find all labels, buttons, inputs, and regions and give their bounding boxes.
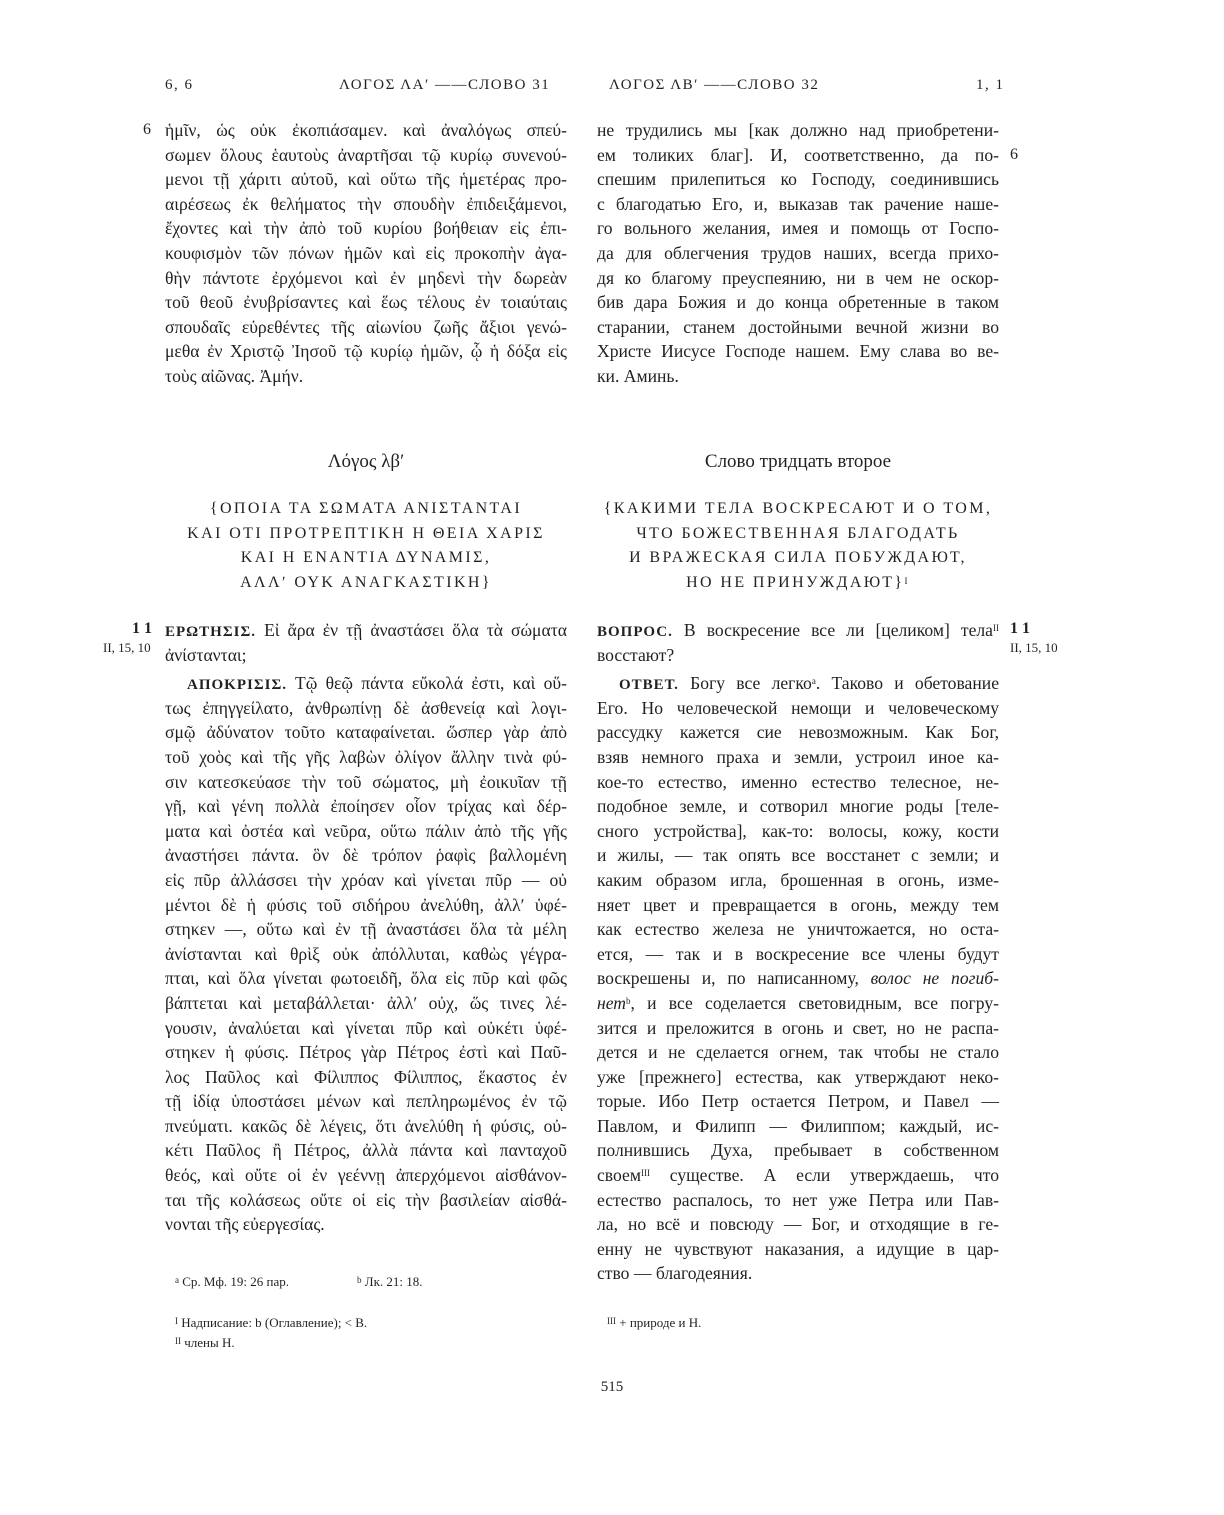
text-line: τοῦ θεοῦ ἐνυβρίσαντες καὶ ἕως τέλους ἐν τοιαύταις xyxy=(165,292,567,313)
footnote-mark: b xyxy=(357,1275,362,1285)
text-line: σπουδαῖς εὑρεθέντες τῆς αἰωνίου ζωῆς ἄξιοι γενώ- xyxy=(165,316,567,337)
footnote-mark: III xyxy=(607,1316,616,1326)
text-line: τῇ ἰδίᾳ ὑποστάσει μένων καὶ πεπληρωμένος ἐν τῷ xyxy=(165,1091,567,1112)
footnote-ref-III: III xyxy=(640,1168,650,1179)
text-line: Христе Иисусе Господе нашем. Ему слава во ве- xyxy=(597,341,999,362)
footnote-ref-b: b xyxy=(626,995,631,1006)
text-line xyxy=(597,991,999,1016)
text-line: θεός, καὶ οὔτε οἱ ἐν γεέννῃ ἀπερχόμενοι αἰσθάνον- xyxy=(165,1165,567,1186)
text-line: уже [прежнего] естества, как утверждают неко- xyxy=(597,1066,999,1087)
footnote-text: Ср. Мф. 19: 26 пар. xyxy=(179,1274,289,1289)
footnote-text: Лк. 21: 18. xyxy=(361,1274,423,1289)
subtitle-line: {КАКИМИ ТЕЛА ВОСКРЕСАЮТ И О ТОМ, xyxy=(603,500,993,517)
text-line: ἀνίστανται καὶ θρὶξ οὐκ ἀπόλλυται, καθὼς γέγρα- xyxy=(165,943,567,964)
subtitle-line xyxy=(597,571,999,596)
text-line: как естество железа не уничтожается, но оста- xyxy=(597,919,999,940)
text-line xyxy=(597,618,999,643)
text-line: дя ко благому преуспеянию, ни в чем не оскор- xyxy=(597,267,999,288)
footnote-mark: I xyxy=(175,1316,178,1326)
text-line: ἀνίστανται; xyxy=(165,644,247,665)
text-line: няет цвет и превращается в огонь, между тем xyxy=(597,894,999,915)
text-line: εἰς πῦρ ἀλλάσσει τὴν χρόαν καὶ γίνεται πῦρ — οὐ xyxy=(165,869,567,890)
text-line: νονται τῆς εὐεργεσίας. xyxy=(165,1214,325,1235)
margin-verse-number-right: 6 xyxy=(1010,146,1018,163)
text-line: ἡμῖν, ὡς οὐκ ἐκοπιάσαμεν. καὶ ἀναλόγως σπεύ- xyxy=(165,120,567,140)
italic-quotation: волос не погиб- xyxy=(870,968,999,989)
text-line: рассудку кажется сие невозможным. Как Бог, xyxy=(597,722,999,743)
text-line xyxy=(597,671,999,696)
text-line: с благодатью Его, и, выказав так рачение наше- xyxy=(597,193,999,214)
text-line: го вольного желания, имея и помощь от Госпо- xyxy=(597,218,999,239)
footnote-critical-III xyxy=(607,1313,701,1333)
footnote-ref-II: II xyxy=(993,623,999,633)
footnote-text: члены H. xyxy=(181,1335,235,1350)
text-line: στηκεν —, οὕτω καὶ ἐν τῇ ἀναστάσει ὅλα τὰ μέλη xyxy=(165,919,567,940)
text-line: восстают? xyxy=(597,644,675,665)
text-span: Богу все легко xyxy=(678,673,812,694)
footnote-critical-I xyxy=(175,1313,367,1333)
text-line: μέντοι δὲ ἡ φύσις τοῦ σιδήρου ἀνελύθη, ἀλλʹ ὑφέ- xyxy=(165,894,567,915)
text-line: да для облегчения трудов наших, всегда прихо- xyxy=(597,242,999,263)
text-line: βάπτεται καὶ μεταβάλλεται· ἀλλʹ οὐχ, ὥς τινες λέ- xyxy=(165,992,567,1013)
text-line: зится и преложится в огонь и свет, но не распа- xyxy=(597,1017,999,1038)
text-line: кое-то естество, именно естество телесное, не- xyxy=(597,771,999,792)
header-right-reference: 1, 1 xyxy=(976,77,1005,93)
footnote-mark: II xyxy=(175,1336,181,1346)
greek-chapter-subtitle xyxy=(165,497,567,595)
text-line: μεθα ἐν Χριστῷ Ἰησοῦ τῷ κυρίῳ ἡμῶν, ᾧ ἡ δόξα εἰς xyxy=(165,341,567,362)
subtitle-line: И ВРАЖЕСКАЯ СИЛА ПОБУЖДАЮТ, xyxy=(629,549,967,567)
text-line: взяв немного праха и земли, устроил иное ка- xyxy=(597,746,999,767)
text-line: τως ἐπηγγείλατο, ἀνθρωπίνῃ δὲ ἀσθενείᾳ καὶ λογι- xyxy=(165,697,567,718)
footnote-text: Надписание: b (Оглавление); < B. xyxy=(178,1315,368,1330)
footnote-critical-II xyxy=(175,1333,235,1353)
greek-chapter-title: Λόγος λβʹ xyxy=(327,451,405,472)
text-line: каким образом игла, брошенная в огонь, изме- xyxy=(597,869,999,890)
text-line: αιρέσεως ἐκ θελήματος τὴν σπουδὴν ἐπιδειξάμενοι, xyxy=(165,193,567,214)
text-line: ла, но всё и повсюду — Бог, и отходящие в ге- xyxy=(597,1214,999,1235)
text-line: τοὺς αἰῶνας. Ἀμήν. xyxy=(165,365,304,386)
text-line: κέτι Παῦλος ἢ Πέτρος, ἀλλὰ πάντα καὶ πανταχοῦ xyxy=(165,1140,567,1161)
text-span: Τῷ θεῷ πάντα εὔκολά ἐστι, καὶ οὕ- xyxy=(287,673,567,694)
text-line: στηκεν ἡ φύσις. Πέτρος γὰρ Πέτρος ἐστὶ καὶ Παῦ- xyxy=(165,1042,567,1063)
text-line: подобное земле, и сотворил многие роды [теле- xyxy=(597,796,999,817)
russian-chapter-subtitle xyxy=(597,497,999,595)
question-label: ΕΡΩΤΗΣΙΣ. xyxy=(165,624,257,640)
text-line: σωμεν ὅλους ἑαυτοὺς ἀναρτῆσαι τῷ κυρίῳ συνενού- xyxy=(165,144,567,165)
text-span: воскрешены и, по написанному, xyxy=(597,968,871,989)
text-line xyxy=(165,671,567,696)
subtitle-line: ΚΑΙ Η ΕΝΑΝΤΙΑ ΔΥΝΑΜΙΣ, xyxy=(240,549,492,567)
footnote-biblical-b xyxy=(357,1272,423,1292)
text-span: существе. А если утверждаешь, что xyxy=(649,1165,999,1186)
text-span: , и все соделается световидным, все погру- xyxy=(630,992,999,1013)
footnote-ref-I: I xyxy=(904,575,910,586)
subtitle-line: ЧТО БОЖЕСТВЕННАЯ БЛАГОДАТЬ xyxy=(636,524,960,542)
russian-text-main xyxy=(597,618,999,1286)
text-line: сного устройства], как-то: волосы, кожу, кости xyxy=(597,820,999,841)
text-line: ется, — так и в воскресение все члены будут xyxy=(597,943,999,964)
header-right-title: ΛΟΓΟΣ ΛΒʹ ——СЛОВО 32 xyxy=(609,77,820,93)
text-line xyxy=(165,618,567,643)
text-line: πται, καὶ ὅλα γίνεται φωτοειδῆ, ὅλα εἰς πῦρ καὶ φῶς xyxy=(165,968,567,989)
margin-chapter-verse-right: 1 1 xyxy=(1010,620,1030,637)
footnote-ref-a: a xyxy=(811,676,816,687)
text-line: енну не чувствуют наказания, а идущие в цар- xyxy=(597,1238,999,1259)
margin-chapter-verse-left: 1 1 xyxy=(132,620,152,637)
footnote-mark: a xyxy=(175,1275,179,1285)
text-span: . Таково и обетование xyxy=(815,673,1000,694)
header-left-title: ΛΟΓΟΣ ΛΑʹ ——СЛОВО 31 xyxy=(339,77,551,93)
subtitle-line-text: НО НЕ ПРИНУЖДАЮТ} xyxy=(686,573,905,591)
italic-quotation: нет xyxy=(597,992,627,1013)
margin-verse-number-left: 6 xyxy=(143,121,151,138)
margin-cross-reference-left: II, 15, 10 xyxy=(103,640,151,655)
text-line: естество распалось, то нет уже Петра или Пав- xyxy=(597,1189,999,1210)
text-line: θὴν πάντοτε ἐρχόμενοι καὶ ἐν μηδενὶ τὴν δωρεὰν xyxy=(165,267,567,288)
text-line: λος Παῦλος καὶ Φίλιππος Φίλιππος, ἕκαστος ἐν xyxy=(165,1066,567,1087)
subtitle-line: ΚΑΙ ΟΤΙ ΠΡΟΤΡΕΠΤΙΚΗ Η ΘΕΙΑ ΧΑΡΙΣ xyxy=(187,524,545,542)
answer-label: ΑΠΟΚΡΙΣΙΣ. xyxy=(187,677,288,694)
text-line xyxy=(597,1163,999,1188)
text-line: Павлом, и Филипп — Филиппом; каждый, ис- xyxy=(597,1115,999,1136)
text-line: дется и не сделается огнем, так чтобы не стало xyxy=(597,1042,999,1063)
russian-text-top xyxy=(597,118,999,389)
text-line: γῇ, καὶ γένη πολλὰ ἐποίησεν οἷον τρίχας καὶ δέρ- xyxy=(165,796,567,817)
text-line: πνεύματι. κακῶς δὲ λέγεις, ὅτι ἀνελύθη ἡ φύσις, οὐ- xyxy=(165,1115,567,1136)
text-line: γουσιν, ἀναλύεται καὶ γίνεται πῦρ καὶ οὐκέτι ὑφέ- xyxy=(165,1017,567,1038)
subtitle-line: {ΟΠΟΙΑ ΤΑ ΣΩΜΑΤΑ ΑΝΙΣΤΑΝΤΑΙ xyxy=(209,500,523,517)
text-line: ство — благодеяния. xyxy=(597,1263,753,1284)
text-line: ем толиких благ]. И, соответственно, да по- xyxy=(597,144,999,165)
header-left-reference: 6, 6 xyxy=(165,77,194,93)
text-line: не трудились мы [как должно над приобретени- xyxy=(597,120,999,140)
text-line: и жилы, — так опять все восстанет с земли; и xyxy=(597,845,999,866)
text-line: κουφισμὸν τῶν πόνων ἡμῶν καὶ εἰς προκοπὴν ἀγα- xyxy=(165,242,567,263)
text-line: μενοι τῇ χάριτι αὐτοῦ, καὶ οὕτω τῆς ἡμετέρας προ- xyxy=(165,169,567,190)
greek-text-main xyxy=(165,618,567,1237)
answer-label: ОТВЕТ. xyxy=(619,677,679,694)
footnote-biblical-a xyxy=(175,1272,289,1292)
text-line: спешим прилепиться ко Господу, соединившись xyxy=(597,169,999,190)
text-line: ἀναστήσει πάντα. ὃν δὲ τρόπον ῥαφὶς βαλλομένη xyxy=(165,845,567,866)
text-line: ἔχοντες καὶ τὴν ἀπὸ τοῦ κυρίου βοήθειαν εἰς ἐπι- xyxy=(165,218,567,239)
text-line xyxy=(597,966,999,991)
russian-chapter-title: Слово тридцать второе xyxy=(704,451,892,472)
text-line: ματα καὶ ὀστέα καὶ νεῦρα, οὕτω πάλιν ἀπὸ τῆς γῆς xyxy=(165,820,567,841)
margin-cross-reference-right: II, 15, 10 xyxy=(1010,640,1058,655)
question-label: ВОПРОС. xyxy=(597,624,673,640)
text-line: старании, станем достойными вечной жизни во xyxy=(597,316,999,337)
footnote-text: + природе и H. xyxy=(616,1315,702,1330)
text-line: полнившись Духа, пребывает в собственном xyxy=(597,1140,999,1161)
text-span: В воскресение все ли [целиком] тела xyxy=(672,620,993,640)
text-line: ται τῆς κολάσεως οὔτε οἱ εἰς τὴν βασιλείαν αἰσθά- xyxy=(165,1189,567,1210)
text-span: своем xyxy=(597,1165,641,1186)
text-line: σμῷ ἀδύνατον τοῦτο καταφαίνεται. ὥσπερ γὰρ ἀπὸ xyxy=(165,722,567,743)
text-line: бив дара Божия и до конца обретенные в таком xyxy=(597,292,999,313)
text-line: ки. Аминь. xyxy=(597,365,679,386)
text-line: Его. Но человеческой немощи и человеческому xyxy=(597,697,999,718)
page-number: 515 xyxy=(600,1379,624,1395)
subtitle-line: ΑΛΛʹ ΟΥΚ ΑΝΑΓΚΑΣΤΙΚΗ} xyxy=(240,573,492,591)
text-line: торые. Ибо Петр остается Петром, и Павел — xyxy=(597,1091,999,1112)
text-line: τοῦ χοὸς καὶ τῆς γῆς λαβὼν ὀλίγον ἄλλην τινὰ φύ- xyxy=(165,746,567,767)
text-span: Εἰ ἄρα ἐν τῇ ἀναστάσει ὅλα τὰ σώματα xyxy=(256,620,567,640)
greek-text-top xyxy=(165,118,567,389)
text-line: σιν κατεσκεύασε τὴν τοῦ σώματος, μὴ ἐοικυῖαν τῇ xyxy=(165,771,567,792)
